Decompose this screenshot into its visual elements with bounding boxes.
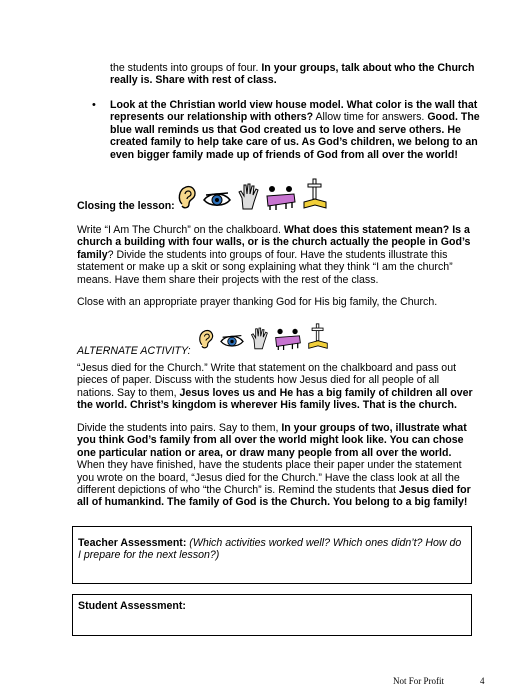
closing-prayer-text: Close with an appropriate prayer thanking God for His big family, the Church. [77, 296, 438, 308]
alternate-p1-plain: “Jesus died for the Church.” Write that statement on the chalkboard and pass out pieces of paper. Discuss with the students how Jesus died for all people of all nations. Say to them, [77, 362, 457, 399]
bullet-bold-1: Look at the Christian world view house model. What color is the wall that represents our relationship with others? [110, 99, 478, 124]
cross-book-icon [302, 178, 328, 210]
student-assessment-box[interactable] [72, 594, 472, 636]
alternate-heading [77, 345, 191, 357]
bullet-bold-2: Good. The blue wall reminds us that God created us to love and serve others. He created family to help take care of us. As God’s children, we belong to an even bigger family made up of friends of God from all over the world! [110, 111, 480, 161]
bullet-plain: Allow time for answers. [313, 111, 428, 124]
teacher-assessment-prompt: (Which activities worked well? Which ones didn’t? How do I prepare for the next lesson?) [78, 537, 462, 562]
bullet-paragraph [92, 99, 485, 161]
footer-text: Not For Profit [393, 676, 445, 686]
ear-icon [176, 184, 198, 210]
icon-strip-closing [176, 178, 328, 210]
eye-icon [202, 190, 232, 210]
closing-heading [77, 200, 175, 212]
hand-icon [249, 326, 269, 350]
closing-bold-1: What does this statement mean? Is a church a building with four walls, or is the church actually the people in God’s family [77, 224, 471, 261]
page-number: 4 [480, 676, 485, 686]
eye-icon [219, 333, 245, 350]
alternate-paragraph-2 [77, 422, 475, 509]
alternate-p2-plain-2: When they have finished, have the students place their paper under the statement you wrote on the board, “Jesus died for the Church.” Have the class look at all the different depictions of who “the Church” is. Remind the students that [77, 459, 462, 497]
closing-heading-text: Closing the lesson: [77, 200, 175, 212]
alternate-p2-plain-1: Divide the students into pairs. Say to them, [77, 422, 282, 434]
alternate-paragraph-1 [77, 362, 475, 412]
intro-bold: In your groups, talk about who the Church really is. Share with rest of class. [110, 62, 475, 87]
cross-book-icon [307, 323, 329, 350]
alternate-p1-bold: Jesus loves us and He has a big family of children all over the world. Christ’s kingdom is wherever His family lives. That is the church. [77, 386, 473, 412]
closing-plain-2: ? Divide the students into groups of four. Have the students illustrate this statement or make up a skit or song explaining what they think “I am the church” means. Have them share their projects with the rest of the class. [77, 248, 453, 286]
people-icon [273, 327, 303, 350]
closing-plain-1: Write “I Am The Church” on the chalkboard. [77, 224, 284, 236]
ear-icon [197, 328, 215, 350]
alternate-p2-bold-2: Jesus died for all of humankind. The family of God is the Church. You belong to a big family! [77, 484, 471, 509]
alternate-p2-bold-1: In your groups of two, illustrate what you think God’s family from all over the world might look like. You can chose one particular nation or area, or draw many people from all over the world. [77, 422, 467, 459]
closing-body [77, 224, 475, 286]
intro-paragraph [110, 62, 485, 87]
icon-strip-alternate [197, 323, 329, 350]
hand-icon [236, 182, 260, 210]
alternate-heading-text: ALTERNATE ACTIVITY: [77, 345, 191, 357]
intro-plain: the students into groups of four. [110, 62, 262, 74]
student-assessment-label: Student Assessment: [78, 600, 186, 612]
teacher-assessment-box[interactable] [72, 526, 472, 584]
people-icon [264, 184, 298, 210]
bullet-marker: • [92, 99, 96, 111]
teacher-assessment-label: Teacher Assessment: [78, 537, 187, 549]
closing-prayer [77, 296, 475, 308]
